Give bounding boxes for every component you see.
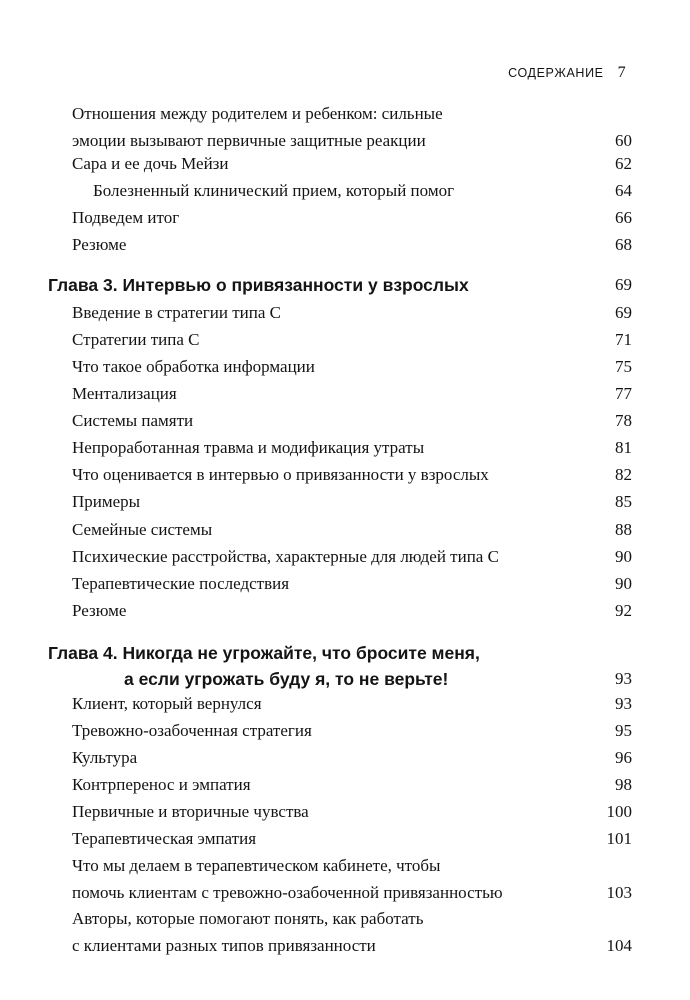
toc-entry-title: Стратегии типа С [72,330,200,349]
toc-entry-title: Примеры [72,492,141,511]
toc-entry-page: 71 [615,330,632,349]
toc-entry-page: 85 [615,492,632,511]
toc-entry [72,852,632,906]
toc-entry-page: 78 [615,411,632,430]
toc-entry [72,353,632,380]
toc-entry-page: 66 [615,208,632,227]
toc-entry-page: 100 [606,802,632,821]
toc-entry [72,744,632,771]
toc-chapter-heading [48,640,632,692]
toc-entry [72,690,632,717]
toc-entry [72,717,632,744]
toc-entry-title: Тревожно-озабоченная стратегия [72,721,312,740]
toc-chapter-title: Глава 4. Никогда не угрожайте, что бросите меня, [48,643,480,663]
toc-entry-title: Введение в стратегии типа С [72,303,281,322]
toc-entry-page: 90 [615,574,632,593]
toc-entry-title: Контрперенос и эмпатия [72,775,251,794]
toc-entry-title: Первичные и вторичные чувства [72,802,309,821]
toc-chapter-title-continued: а если угрожать буду я, то не верьте! [124,669,449,689]
toc-entry-title: Семейные системы [72,520,213,539]
toc-entry-page: 75 [615,357,632,376]
toc-entry-page: 69 [615,303,632,322]
toc-entry [72,825,632,852]
toc-entry-title: Терапевтическая эмпатия [72,829,257,848]
toc-entry-title-continued: помочь клиентам с тревожно-озабоченной привязанностью [72,883,503,902]
toc-entry-title: Авторы, которые помогают понять, как работать [72,909,424,928]
running-header [508,64,626,82]
toc-entry [72,407,632,434]
toc-entry-page: 101 [606,829,632,848]
toc-entry-page: 96 [615,748,632,767]
toc-entry [72,299,632,326]
toc-entry-page: 90 [615,547,632,566]
toc-entry-page: 82 [615,465,632,484]
toc-entry-title-continued: эмоции вызывают первичные защитные реакции [72,131,426,150]
toc-entry-title: Что оценивается в интервью о привязанности у взрослых [72,465,489,484]
toc-entry-page: 81 [615,438,632,457]
toc-entry-title: Отношения между родителем и ребенком: сильные [72,104,443,123]
toc-entry-page: 95 [615,721,632,740]
toc-entry [72,516,632,543]
toc-entry [72,570,632,597]
toc-entry-title: Резюме [72,235,127,254]
toc-entry [72,204,632,231]
toc-entry-page: 77 [615,384,632,403]
toc-subentry [93,177,632,204]
toc-entry-page: 103 [606,883,632,902]
toc-entry-page: 60 [615,131,632,150]
toc-entry-title: Ментализация [72,384,177,403]
toc-entry-title: Культура [72,748,138,767]
toc-entry-title: Непроработанная травма и модификация утраты [72,438,425,457]
toc-entry-title-continued: с клиентами разных типов привязанности [72,936,376,955]
toc-entry [72,150,632,177]
toc-entry-title: Что мы делаем в терапевтическом кабинете, чтобы [72,856,441,875]
toc-entry-page: 98 [615,775,632,794]
toc-entry [72,488,632,515]
toc-chapter-title: Глава 3. Интервью о привязанности у взрослых [48,275,469,295]
toc-entry-title: Клиент, который вернулся [72,694,262,713]
toc-entry [72,434,632,461]
toc-entry-title: Подведем итог [72,208,180,227]
toc-entry [72,798,632,825]
toc-entry-title: Болезненный клинический прием, который помог [93,181,455,200]
toc-entry-page: 64 [615,181,632,200]
toc-entry [72,543,632,570]
toc-entry-page: 93 [615,694,632,713]
toc-entry-page: 62 [615,154,632,173]
toc-entry-page: 92 [615,601,632,620]
toc-entry [72,597,632,624]
toc-entry [72,100,632,154]
toc-entry-page: 88 [615,520,632,539]
toc-entry [72,326,632,353]
toc-entry-title: Что такое обработка информации [72,357,315,376]
toc-entry-title: Терапевтические последствия [72,574,290,593]
toc-entry-title: Сара и ее дочь Мейзи [72,154,229,173]
toc-entry-title: Резюме [72,601,127,620]
toc-entry [72,771,632,798]
toc-entry-page: 68 [615,235,632,254]
page-number: 7 [617,64,626,81]
toc-entry-title: Психические расстройства, характерные для людей типа С [72,547,499,566]
running-header-section: СОДЕРЖАНИЕ [508,66,604,80]
toc-entry-title: Системы памяти [72,411,194,430]
toc-entry [72,380,632,407]
toc-entry-page: 104 [606,936,632,955]
toc-entry [72,461,632,488]
toc-chapter-heading [48,272,632,298]
toc-chapter-page: 93 [615,669,632,688]
toc-chapter-page: 69 [615,275,632,294]
toc-entry [72,905,632,959]
toc-entry [72,231,632,258]
